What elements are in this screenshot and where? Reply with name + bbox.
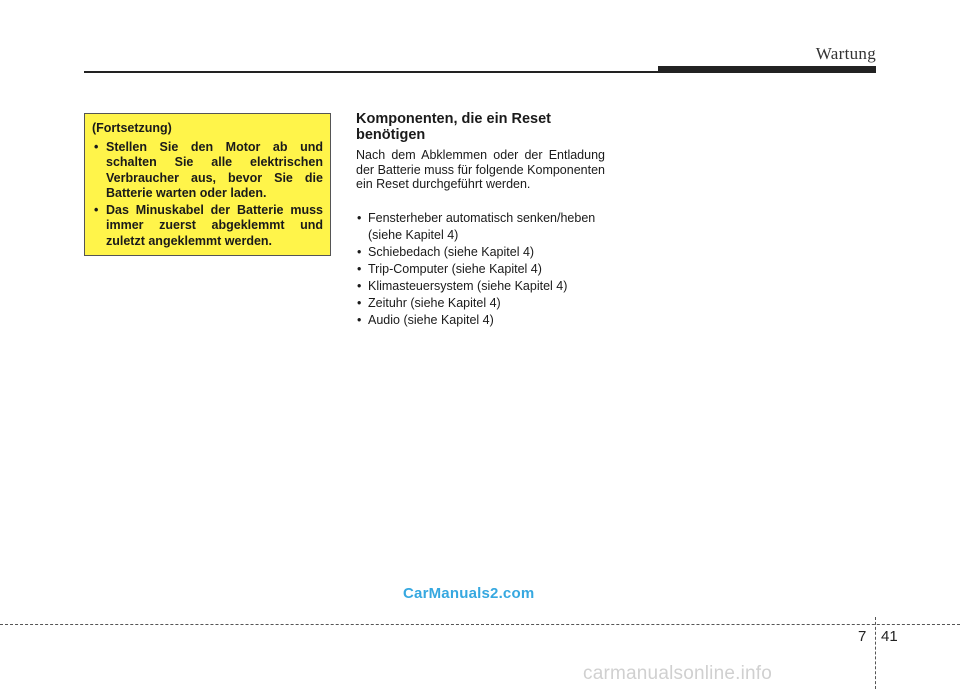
list-item: • Fensterheber automatisch senken/heben (siehe Kapitel 4) [356, 210, 606, 244]
caution-box [84, 113, 331, 256]
caution-heading: (Fortsetzung) [92, 121, 172, 135]
list-item: • Zeituhr (siehe Kapitel 4) [356, 295, 606, 312]
caution-item: • Stellen Sie den Motor ab und schalten Sie alle elektrischen Verbraucher aus, bevor Sie die Batterie warten oder laden. [92, 140, 323, 202]
list-item: • Audio (siehe Kapitel 4) [356, 312, 606, 329]
page-number: 41 [881, 628, 898, 645]
site-watermark: carmanualsonline.info [583, 663, 773, 684]
caution-list [92, 140, 323, 250]
footer-divider [0, 624, 960, 625]
list-item: • Klimasteuersystem (siehe Kapitel 4) [356, 278, 606, 295]
list-item: • Schiebedach (siehe Kapitel 4) [356, 244, 606, 261]
header-rule [84, 71, 664, 73]
watermark-link[interactable]: CarManuals2.com [403, 585, 535, 602]
chapter-number: 7 [858, 628, 867, 645]
caution-item: • Das Minuskabel der Batterie muss immer zuerst abgeklemmt und zuletzt angeklemmt werden. [92, 203, 323, 250]
component-list [356, 210, 606, 329]
footer-page-divider [875, 617, 876, 689]
header-rule-accent [658, 66, 876, 73]
section-intro: Nach dem Abklemmen oder der Entladung der Batterie muss für folgende Komponenten ein Reset durchgeführt werden. [356, 148, 605, 191]
section-title: Komponenten, die ein Reset benötigen [356, 111, 551, 143]
page-header-title: Wartung [815, 44, 876, 63]
list-item: • Trip-Computer (siehe Kapitel 4) [356, 261, 606, 278]
